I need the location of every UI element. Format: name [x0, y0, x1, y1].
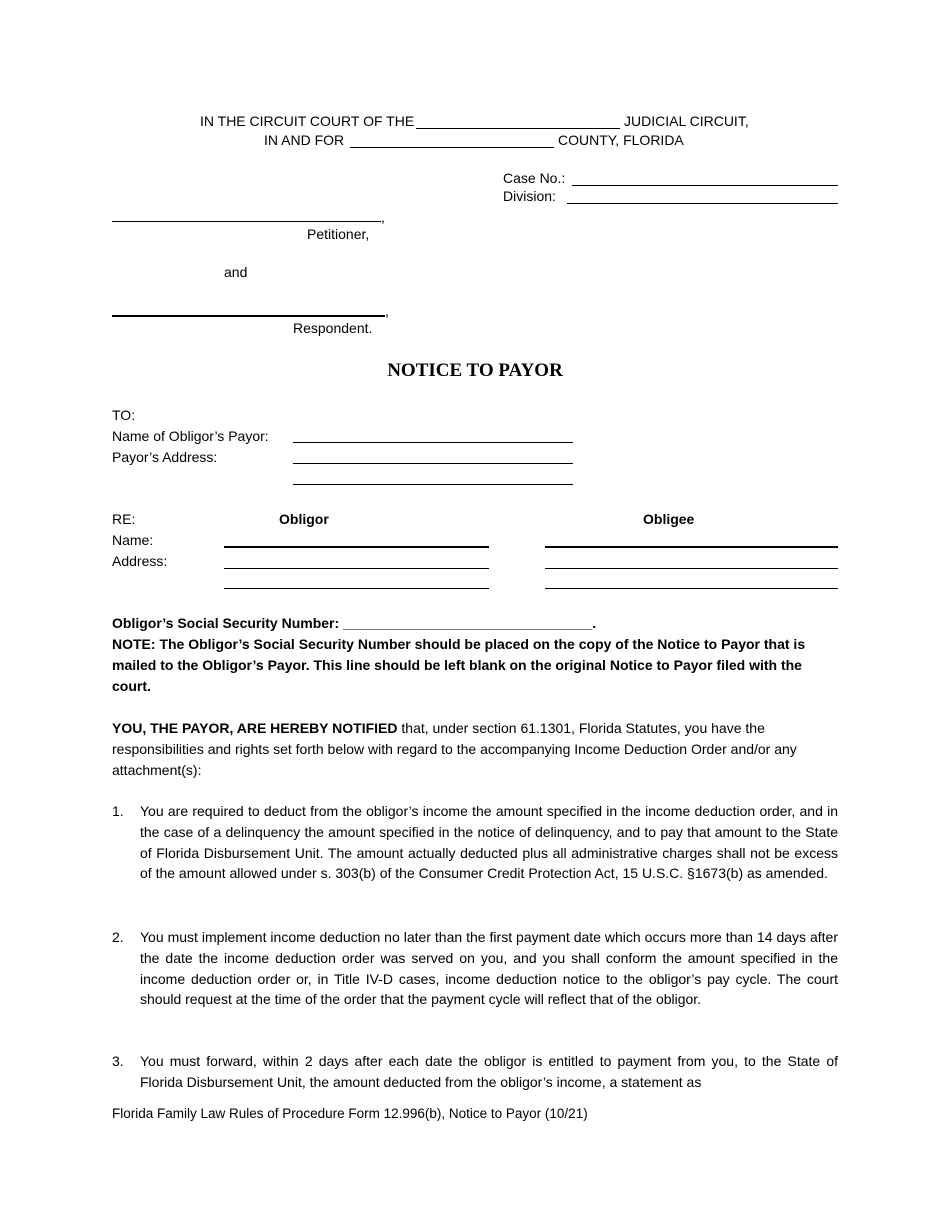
- payor-name-label: Name of Obligor’s Payor:: [112, 428, 269, 444]
- petitioner-label: Petitioner,: [307, 226, 370, 242]
- in-and-for-label: IN AND FOR: [264, 132, 345, 148]
- notice-paragraph: [112, 718, 838, 780]
- case-no-label: Case No.:: [503, 170, 566, 186]
- notice-lead-bold: YOU, THE PAYOR, ARE HEREBY NOTIFIED: [112, 720, 398, 736]
- obligor-header: Obligor: [279, 511, 329, 527]
- payor-name-line: [293, 442, 573, 443]
- payor-address-line-2: [293, 484, 573, 485]
- judicial-circuit-line: [416, 128, 620, 129]
- petitioner-comma: ,: [381, 209, 385, 225]
- to-label: TO:: [112, 407, 136, 423]
- obligor-address-line-1: [224, 568, 489, 569]
- respondent-label: Respondent.: [293, 320, 373, 336]
- list-item-text: You must implement income deduction no later than the first payment date which occurs more than 14 days after the date the income deduction order was served on you, and you shall conform the amount specified in the income deduction order or, in Title IV-D cases, income deduction notice to the obligor’s pay cycle. The court should request at the time of the order that the payment cycle will reflect that of the obligor.: [140, 929, 838, 1008]
- obligor-address-line-2: [224, 588, 489, 589]
- respondent-comma: ,: [385, 303, 389, 319]
- obligor-name-line: [224, 546, 489, 548]
- payor-address-label: Payor’s Address:: [112, 449, 218, 465]
- case-no-line: [572, 185, 838, 186]
- judicial-circuit-label: JUDICIAL CIRCUIT,: [624, 113, 749, 129]
- list-item-text: You are required to deduct from the obligor’s income the amount specified in the income deduction order, and in the case of a delinquency the amount specified in the notice of delinquency, and to pay that amount to the State of Florida Disbursement Unit. The amount actually deducted plus all administrative charges shall not be excess of the amount allowed under s. 303(b) of the Consumer Credit Protection Act, 15 U.S.C. §1673(b) as amended.: [140, 803, 838, 882]
- notice-lead-rest: that, under section 61.1301, Florida Statutes, you have the responsibilities and rights set forth below with regard to the accompanying Income Deduction Order and/or any attachment(s):: [112, 720, 797, 778]
- form-footer: Florida Family Law Rules of Procedure Form 12.996(b), Notice to Payor (10/21): [112, 1106, 588, 1121]
- ssn-label: Obligor’s Social Security Number: ________________________________.: [112, 615, 597, 631]
- obligee-address-line-1: [545, 568, 838, 569]
- respondent-line: [112, 315, 385, 317]
- obligee-address-line-2: [545, 588, 838, 589]
- list-item-text: You must forward, within 2 days after each date the obligor is entitled to payment from you, to the State of Florida Disbursement Unit, the amount deducted from the obligor’s income, a statement as: [140, 1053, 838, 1090]
- list-item-number: 1.: [112, 803, 124, 819]
- re-name-label: Name:: [112, 532, 154, 548]
- document-title: NOTICE TO PAYOR: [387, 360, 563, 381]
- re-address-label: Address:: [112, 553, 168, 569]
- re-label: RE:: [112, 511, 136, 527]
- petitioner-line: [112, 221, 381, 222]
- payor-address-line-1: [293, 463, 573, 464]
- division-line: [567, 203, 838, 204]
- list-item-number: 3.: [112, 1053, 124, 1069]
- and-label: and: [224, 264, 248, 280]
- county-florida-label: COUNTY, FLORIDA: [558, 132, 684, 148]
- obligee-header: Obligee: [643, 511, 695, 527]
- obligee-name-line: [545, 546, 838, 548]
- division-label: Division:: [503, 188, 556, 204]
- county-line: [350, 147, 554, 148]
- court-prefix: IN THE CIRCUIT COURT OF THE: [200, 113, 415, 129]
- ssn-note: NOTE: The Obligor’s Social Security Number should be placed on the copy of the Notice to Payor that is mailed to the Obligor’s Payor. This line should be left blank on the original Notice to Payor filed with the court.: [112, 636, 806, 694]
- list-item-number: 2.: [112, 929, 124, 945]
